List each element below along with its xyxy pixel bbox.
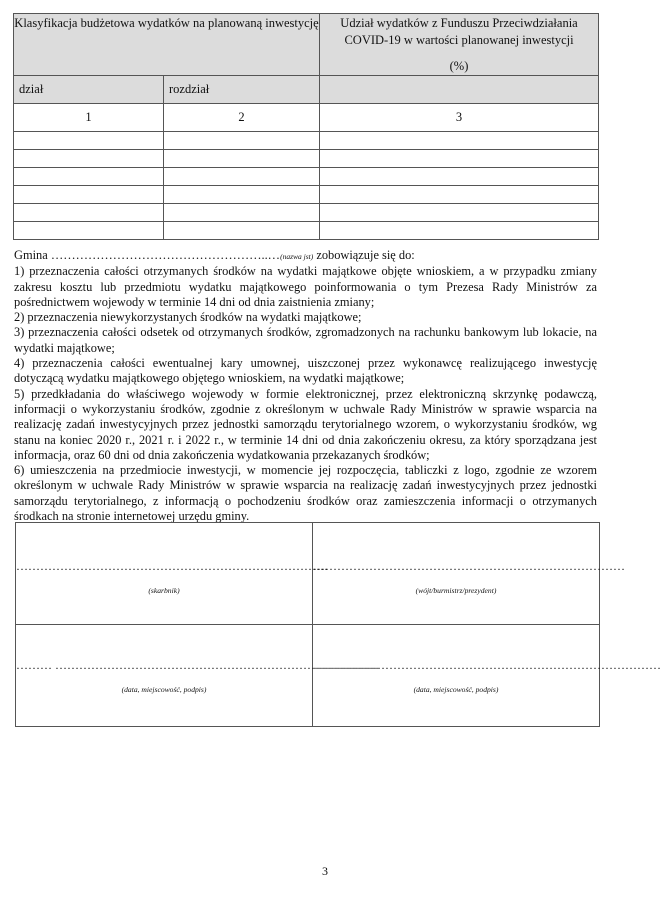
caption-date-left: (data, miejscowość, podpis) xyxy=(121,685,207,694)
header-dzial: dział xyxy=(14,76,164,104)
signature-table xyxy=(15,522,661,727)
cell-rozdzial[interactable] xyxy=(164,222,320,240)
gmina-name-field[interactable]: ……………………………………………..… xyxy=(50,248,281,262)
caption-skarbnik: (skarbnik) xyxy=(148,586,180,595)
cell-dzial[interactable] xyxy=(14,186,164,204)
obligation-item-3: 3) przeznaczenia całości odsetek od otrzymanych środków, zgromadzonych na rachunku bankowym lub lokacie, na wydatki majątkowe; xyxy=(14,325,597,355)
cell-rozdzial[interactable] xyxy=(164,186,320,204)
gmina-name-hint: (nazwa jst) xyxy=(280,252,314,261)
obligation-item-6: 6) umieszczenia na przedmiocie inwestycji, w momencie jej rozpoczęcia, tabliczki z logo, zgodnie ze wzorem określonym w uchwale Rady Ministrów w sprawie wsparcia na realizację zadań inwestycyjnych przez jednostki samorządu terytorialnego, z informacją o pochodzeniu środków oraz zamieszczenia informacji o otrzymanych środkach na stronie internetowej urzędu gminy. xyxy=(14,463,597,524)
table-row xyxy=(14,150,599,168)
cell-share[interactable] xyxy=(320,150,599,168)
cell-share[interactable] xyxy=(320,222,599,240)
table-row xyxy=(14,132,599,150)
budget-classification-table xyxy=(13,13,599,240)
obligation-item-5: 5) przedkładania do właściwego wojewody w formie elektronicznej, przez elektroniczną skrzynkę podawczą, informacji o wykorzystaniu środków, zgodnie z określonym w uchwale Rady Ministrów w sprawie wsparcia na realizację zadań inwestycyjnych przez jednostki samorządu terytorialnego wzorem, o wykorzystaniu środków, wg stanu na koniec 2020 r., 2021 r. i 2022 r., w terminie 14 dni od dnia zakończeniu okresu, za który sporządzana jest informacja, oraz 60 dni od dnia zakończenia wydatkowania przekazanych środków; xyxy=(14,386,597,462)
signature-line-date-right: …………………………………………………………………………… xyxy=(313,658,661,672)
cell-dzial[interactable] xyxy=(14,204,164,222)
column-number-1: 1 xyxy=(14,104,164,132)
gmina-line xyxy=(14,248,597,264)
signature-line-skarbnik: …………………………………………………………………… xyxy=(16,559,328,573)
signature-line-wojt: …………………………………………………………………… xyxy=(313,559,625,573)
cell-dzial[interactable] xyxy=(14,132,164,150)
header-empty xyxy=(320,76,599,104)
obligation-item-2: 2) przeznaczenia niewykorzystanych środków na wydatki majątkowe; xyxy=(14,310,362,325)
cell-rozdzial[interactable] xyxy=(164,132,320,150)
column-number-2: 2 xyxy=(164,104,320,132)
header-covid-fund-share-text: Udział wydatków z Funduszu Przeciwdziałania COVID-19 w wartości planowanej inwestycji xyxy=(340,16,578,47)
header-percent-unit: (%) xyxy=(449,59,469,73)
signature-cell-date-right[interactable] xyxy=(313,625,661,727)
declaration-intro: zobowiązuje się do: xyxy=(316,248,415,262)
table-row xyxy=(14,204,599,222)
header-budget-classification xyxy=(14,14,320,76)
signature-cell-wojt[interactable] xyxy=(313,523,625,625)
gmina-label: Gmina xyxy=(14,248,48,262)
signature-cell-date-left[interactable] xyxy=(16,625,379,727)
cell-rozdzial[interactable] xyxy=(164,168,320,186)
cell-share[interactable] xyxy=(320,186,599,204)
caption-date-right: (data, miejscowość, podpis) xyxy=(413,685,499,694)
cell-share[interactable] xyxy=(320,168,599,186)
obligation-item-1: 1) przeznaczenia całości otrzymanych środków na wydatki majątkowe objęte wnioskiem, a w przypadku zmiany zakresu kosztu lub przedmiotu wydatku majątkowego poinformowania o tym Prezesa Rady Ministrów za pośrednictwem wojewody w terminie 14 dni od dnia zaistnienia zmiany; xyxy=(14,264,597,309)
page-number: 3 xyxy=(322,864,328,878)
table-row xyxy=(14,168,599,186)
cell-dzial[interactable] xyxy=(14,168,164,186)
declaration-text xyxy=(14,248,597,524)
column-number-3: 3 xyxy=(320,104,599,132)
column-number-row xyxy=(14,104,599,132)
cell-share[interactable] xyxy=(320,132,599,150)
header-budget-classification-text: Klasyfikacja budżetowa wydatków na planowaną inwestycję xyxy=(14,16,319,30)
header-covid-fund-share xyxy=(320,14,599,76)
cell-share[interactable] xyxy=(320,204,599,222)
signature-cell-skarbnik[interactable] xyxy=(16,523,328,625)
cell-dzial[interactable] xyxy=(14,150,164,168)
cell-rozdzial[interactable] xyxy=(164,204,320,222)
table-row xyxy=(14,186,599,204)
obligation-item-4: 4) przeznaczenia całości ewentualnej kary umownej, uiszczonej przez wykonawcę realizującego inwestycję dotyczącą wydatku majątkowego objętego wnioskiem, na wydatki majątkowe; xyxy=(14,356,597,386)
table-row xyxy=(14,222,599,240)
cell-dzial[interactable] xyxy=(14,222,164,240)
cell-rozdzial[interactable] xyxy=(164,150,320,168)
header-rozdzial: rozdział xyxy=(164,76,320,104)
signature-line-date-left: ……… ……………………………………………………………………… xyxy=(16,658,379,672)
caption-wojt: (wójt/burmistrz/prezydent) xyxy=(415,586,497,595)
